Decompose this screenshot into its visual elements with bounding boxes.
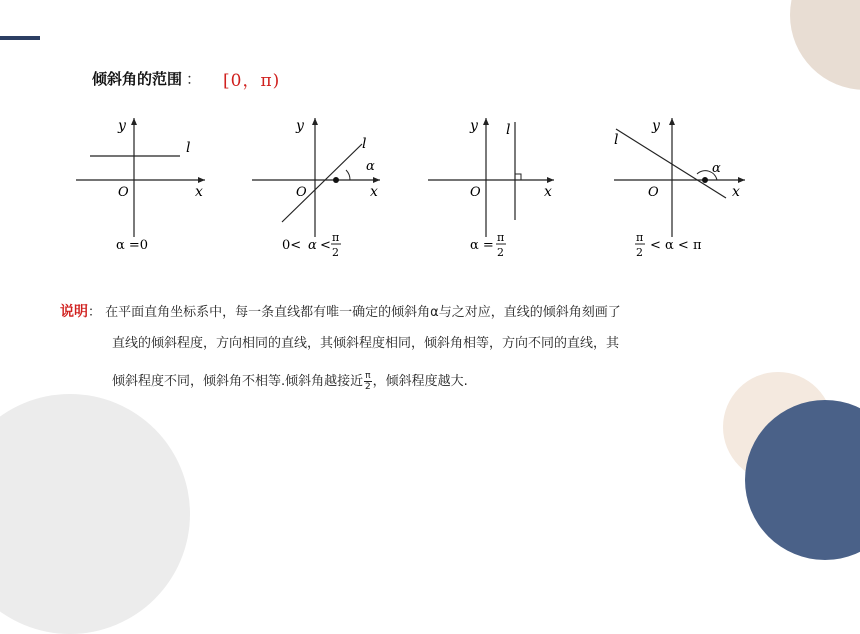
caption-num: π	[636, 231, 644, 244]
figure-acute-angle	[252, 118, 380, 259]
caption-right: < α < π	[650, 238, 702, 253]
x-label: x	[732, 184, 740, 200]
figure-caption: α =0	[116, 238, 149, 253]
pi-over-two-fraction	[364, 371, 371, 392]
caption-num: π	[332, 231, 340, 244]
origin-label: O	[648, 185, 659, 200]
origin-label: O	[296, 185, 307, 200]
y-label: y	[652, 118, 660, 134]
decor-circle-bottom-left	[0, 394, 190, 634]
intersection-point	[333, 177, 339, 183]
angle-arc	[346, 170, 350, 180]
figure-obtuse-angle	[614, 118, 745, 259]
angle-label: α	[366, 159, 375, 174]
y-label: y	[296, 118, 304, 134]
figure-right-angle	[428, 118, 554, 259]
fraction-numerator: π	[365, 371, 371, 381]
caption-den: 2	[332, 246, 339, 259]
range-value: [0，π)	[223, 70, 281, 91]
explanation-title: 说明	[60, 304, 88, 320]
line-l	[616, 129, 726, 198]
right-angle-mark	[515, 174, 521, 180]
origin-label: O	[118, 185, 129, 200]
line-l	[282, 144, 362, 222]
caption-op: <	[320, 238, 331, 253]
y-label: y	[118, 118, 126, 134]
caption-num: π	[497, 231, 505, 244]
caption-den: 2	[497, 246, 504, 259]
x-label: x	[370, 184, 378, 200]
explanation-text-2: 直线的倾斜程度，方向相同的直线，其倾斜程度相同，倾斜角相等，方向不同的直线，其	[112, 336, 620, 351]
line-label: l	[506, 122, 511, 138]
y-label: y	[470, 118, 478, 134]
origin-label: O	[470, 185, 481, 200]
decor-circle-top-right	[790, 0, 860, 90]
caption-den: 2	[636, 246, 643, 259]
x-label: x	[544, 184, 552, 200]
caption-left: 0<	[282, 238, 302, 253]
caption-left: α =	[470, 238, 494, 253]
explanation-text-1: 在平面直角坐标系中，每一条直线都有唯一确定的倾斜角α与之对应，直线的倾斜角刻画了	[105, 305, 621, 320]
line-label: l	[362, 136, 367, 152]
figure-zero-angle	[76, 118, 205, 253]
range-colon: ：	[186, 69, 202, 88]
inclination-figures	[60, 112, 760, 272]
explanation-line-1	[60, 301, 621, 321]
intersection-point	[702, 177, 708, 183]
caption-alpha: α	[308, 238, 317, 253]
range-heading	[92, 64, 280, 92]
fraction-denominator: 2	[364, 382, 371, 392]
line-label: l	[186, 140, 191, 156]
range-label: 倾斜角的范围	[92, 69, 183, 88]
header-accent-bar	[0, 36, 40, 40]
x-label: x	[195, 184, 203, 200]
explanation-colon: ：	[88, 305, 102, 320]
explanation-line-2	[112, 332, 619, 351]
explanation-text-3a: 倾斜程度不同，倾斜角不相等.倾斜角越接近	[112, 374, 364, 389]
angle-label: α	[712, 161, 721, 176]
explanation-line-3	[112, 370, 468, 392]
explanation-text-3b: ，倾斜程度越大.	[372, 374, 468, 389]
line-label: l	[614, 132, 619, 148]
